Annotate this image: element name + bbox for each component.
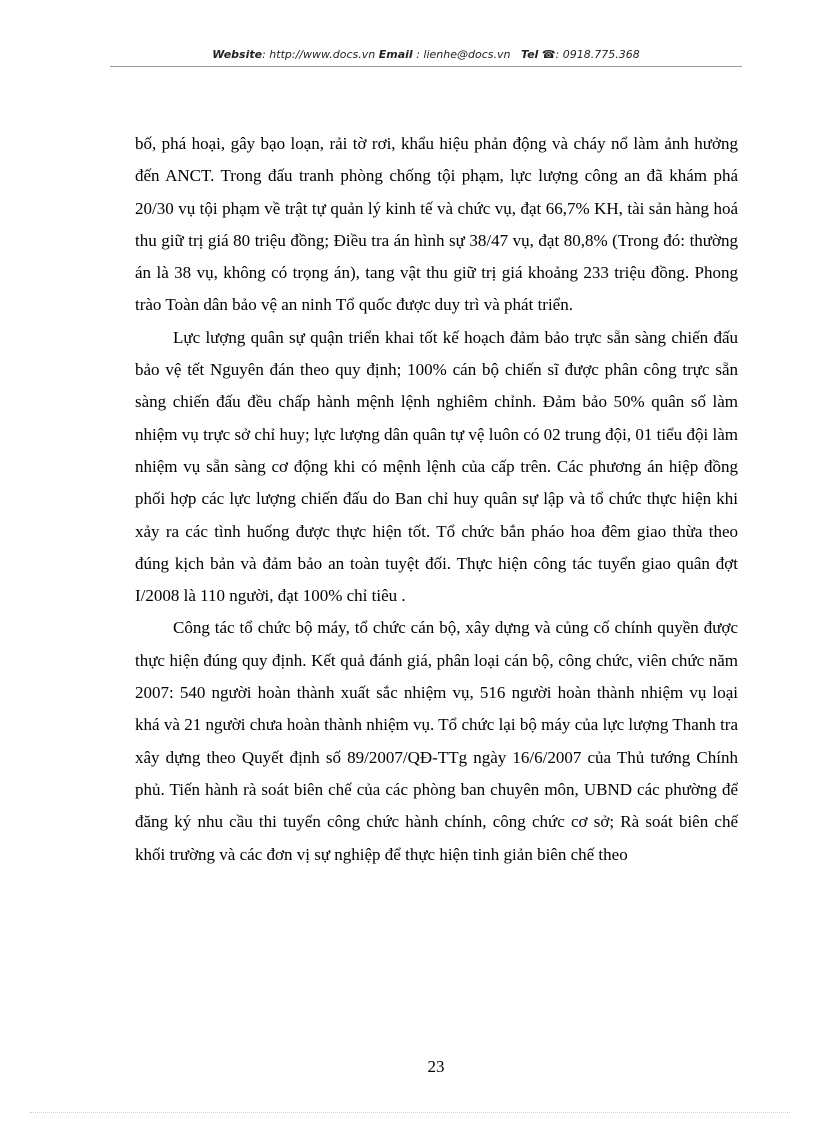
tel-value: : 0918.775.368 <box>555 48 640 61</box>
tel-label: Tel <box>520 48 539 61</box>
email-value: : lienhe@docs.vn <box>416 48 511 61</box>
paragraph-1: bố, phá hoại, gây bạo loạn, rải tờ rơi, khẩu hiệu phản động và cháy nổ làm ảnh hưởng đến ANCT. Trong đấu tranh phòng chống tội phạm, lực lượng công an đã khám phá 20/30 vụ tội phạm về trật tự quản lý kinh tế và chức vụ, đạt 66,7% KH, tài sản hàng hoá thu giữ trị giá 80 triệu đồng; Điều tra án hình sự 38/47 vụ, đạt 80,8% (Trong đó: thường án là 38 vụ, không có trọng án), tang vật thu giữ trị giá khoảng 233 triệu đồng. Phong trào Toàn dân bảo vệ an ninh Tổ quốc được duy trì và phát triển. <box>135 134 738 315</box>
phone-icon: ☎ <box>541 48 556 61</box>
header-divider <box>110 66 742 67</box>
website-value: : http://www.docs.vn <box>262 48 376 61</box>
footer-dotted-line <box>30 1112 790 1114</box>
email-label: Email <box>378 48 413 61</box>
website-label: Website <box>212 48 263 61</box>
document-body <box>135 128 738 871</box>
paragraph-3: Công tác tổ chức bộ máy, tổ chức cán bộ, xây dựng và củng cố chính quyền được thực hiện đúng quy định. Kết quả đánh giá, phân loại cán bộ, công chức, viên chức năm 2007: 540 người hoàn thành xuất sắc nhiệm vụ, 516 người hoàn thành nhiệm vụ loại khá và 21 người chưa hoàn thành nhiệm vụ. Tổ chức lại bộ máy của lực lượng Thanh tra xây dựng theo Quyết định số 89/2007/QĐ-TTg ngày 16/6/2007 của Thủ tướng Chính phủ. Tiến hành rà soát biên chế của các phòng ban chuyên môn, UBND các phường để đăng ký nhu cầu thi tuyển công chức hành chính, công chức cơ sở; Rà soát biên chế khối trường và các đơn vị sự nghiệp để thực hiện tinh giản biên chế theo <box>135 618 738 864</box>
page-number: 23 <box>427 1057 445 1076</box>
paragraph-2: Lực lượng quân sự quận triển khai tốt kế hoạch đảm bảo trực sẵn sàng chiến đấu bảo vệ tết Nguyên đán theo quy định; 100% cán bộ chiến sĩ được phân công trực sẵn sàng chiến đấu đều chấp hành mệnh lệnh nghiêm chỉnh. Đảm bảo 50% quân số làm nhiệm vụ trực sở chỉ huy; lực lượng dân quân tự vệ luôn có 02 trung đội, 01 tiểu đội làm nhiệm vụ sẵn sàng cơ động khi có mệnh lệnh của cấp trên. Các phương án hiệp đồng phối hợp các lực lượng chiến đấu do Ban chỉ huy quân sự lập và tổ chức thực hiện khi xảy ra các tình huống được thực hiện tốt. Tổ chức bắn pháo hoa đêm giao thừa theo đúng kịch bản và đảm bảo an toàn tuyệt đối. Thực hiện công tác tuyển giao quân đợt I/2008 là 110 người, đạt 100% chỉ tiêu . <box>135 327 738 606</box>
page-header <box>110 46 742 64</box>
